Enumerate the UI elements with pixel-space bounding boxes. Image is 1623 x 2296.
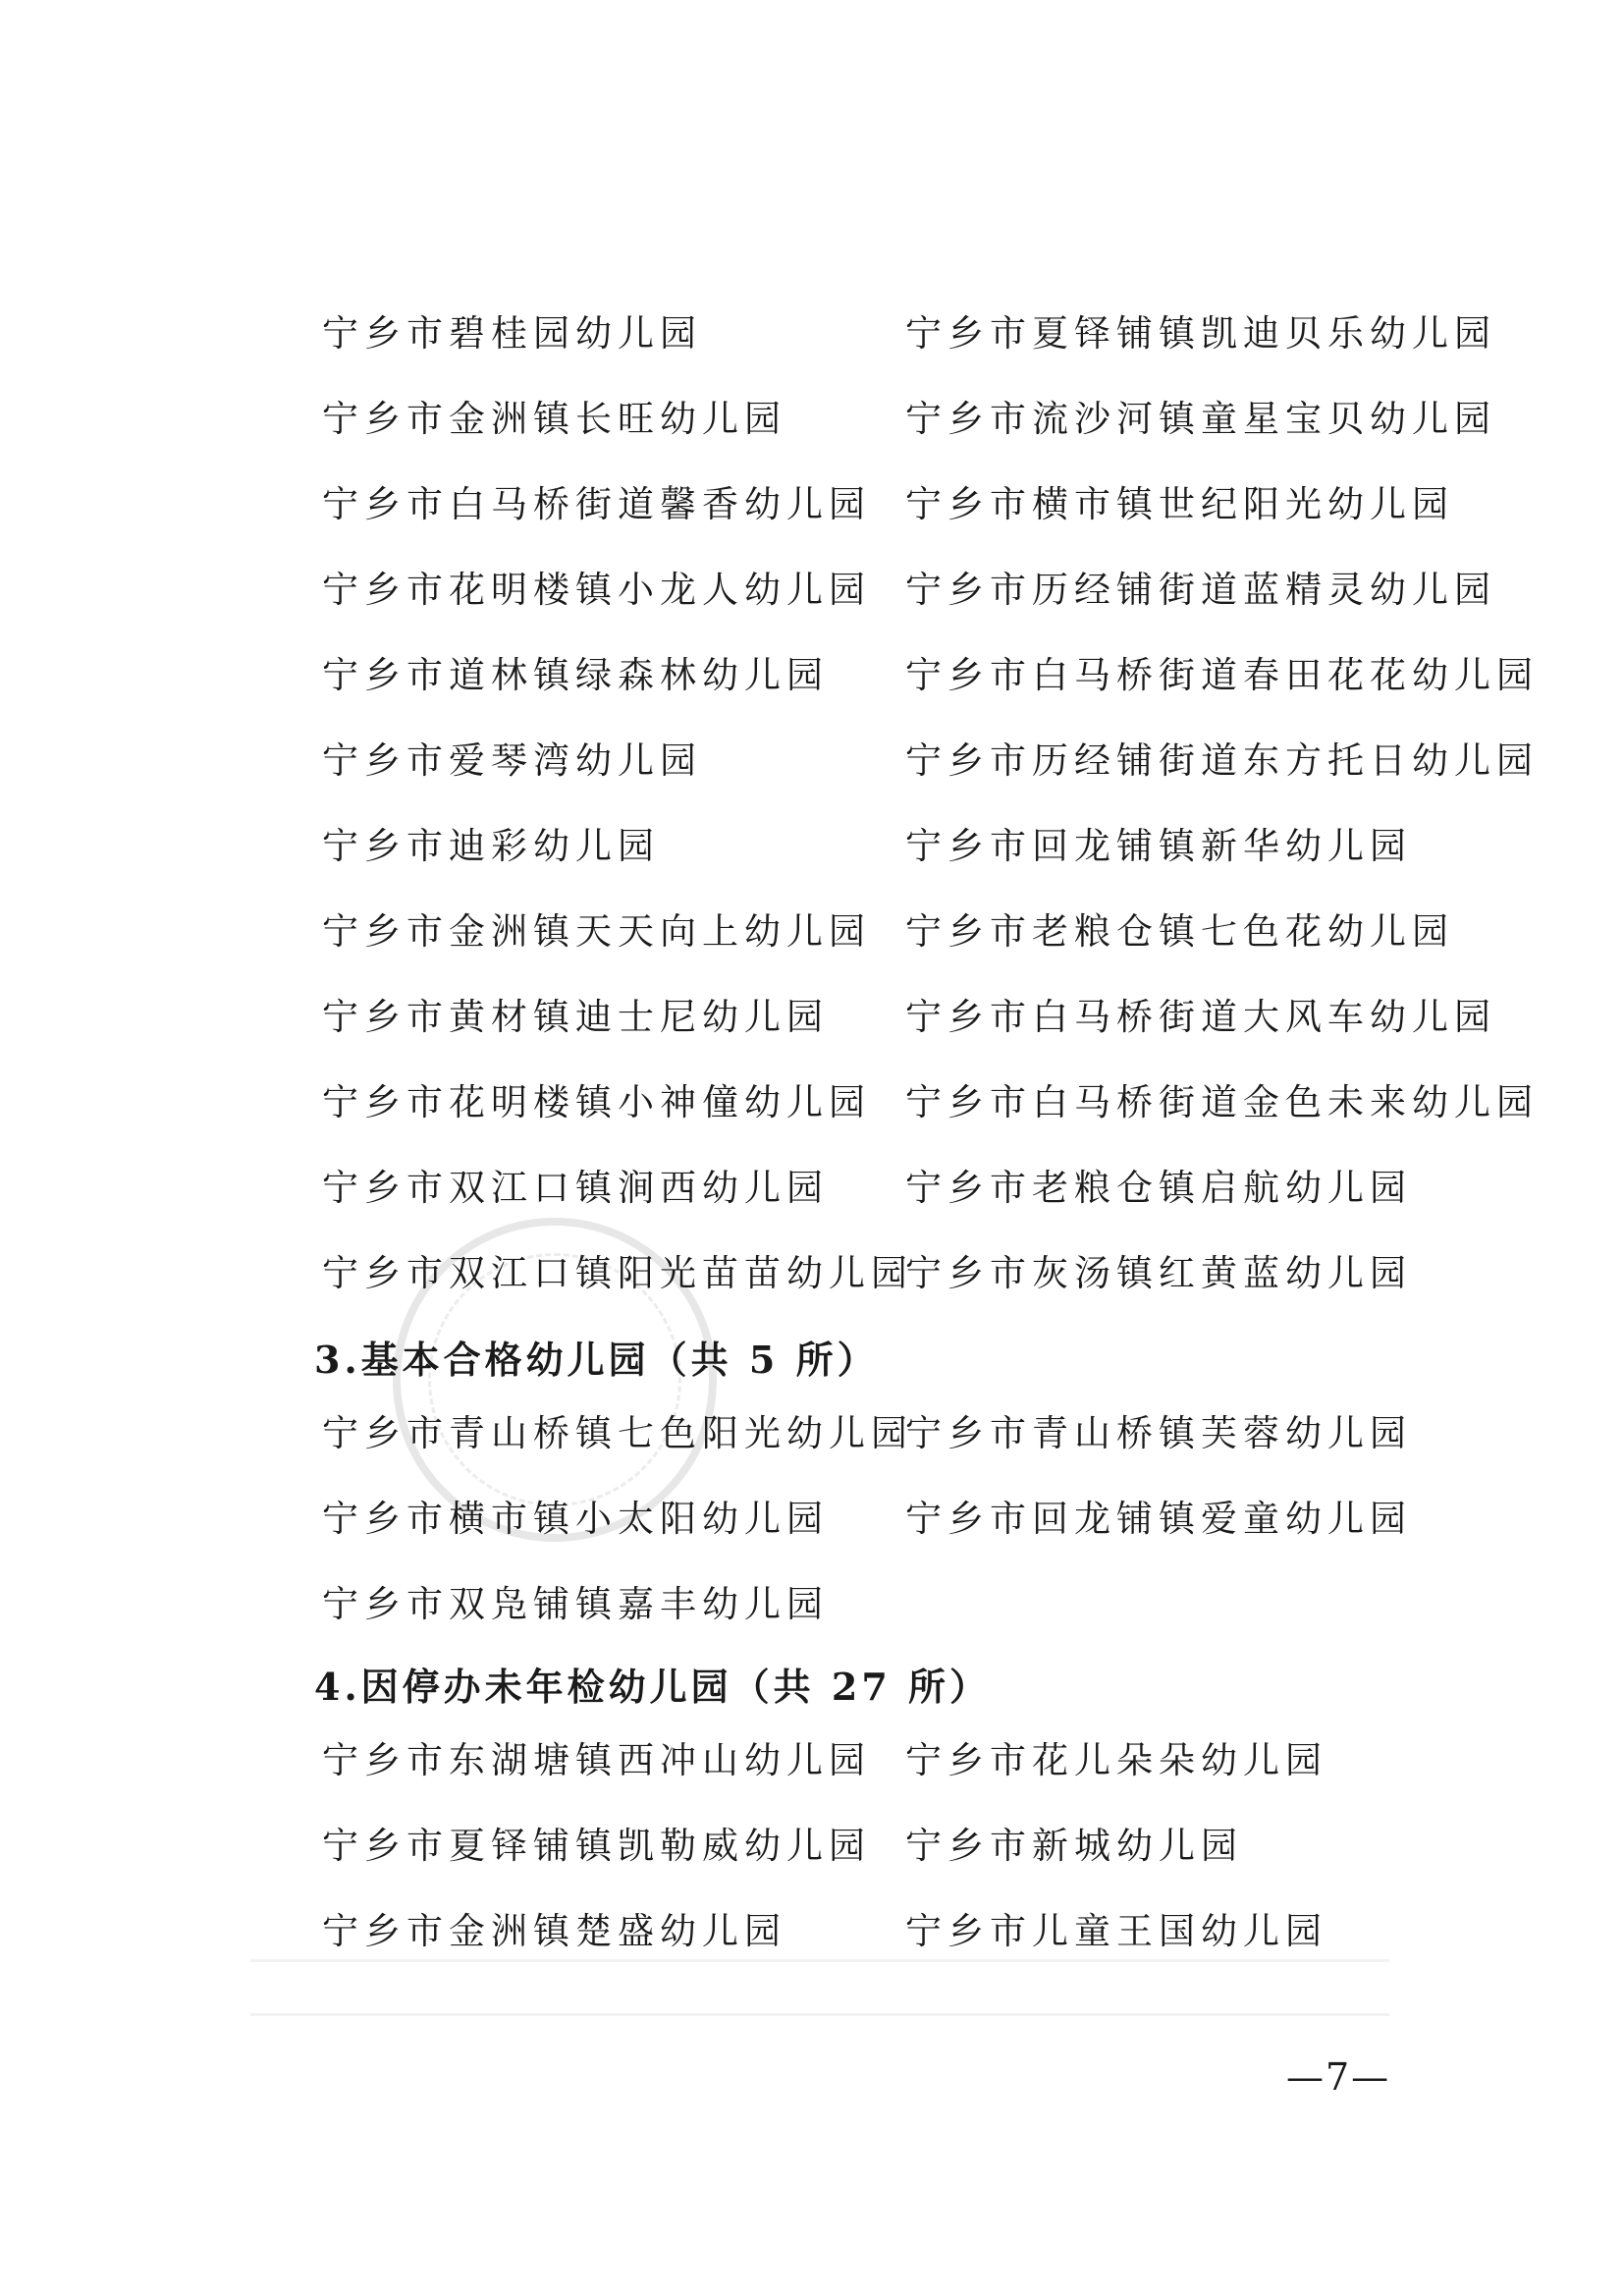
list-row [0, 817, 1623, 876]
list-row [0, 1575, 1623, 1634]
section-heading-basic-qualified: 3.基本合格幼儿园（共 5 所） [314, 1338, 879, 1382]
list-row [0, 561, 1623, 620]
kindergarten-name: 宁乡市白马桥街道金色未来幼儿园 [905, 1081, 1539, 1123]
list-row [0, 1244, 1623, 1303]
kindergarten-name: 宁乡市历经铺街道蓝精灵幼儿园 [905, 569, 1496, 611]
kindergarten-name: 宁乡市白马桥街道春田花花幼儿园 [905, 654, 1539, 696]
kindergarten-name: 宁乡市金洲镇楚盛幼儿园 [322, 1910, 786, 1952]
kindergarten-name: 宁乡市夏铎铺镇凯迪贝乐幼儿园 [905, 312, 1496, 355]
kindergarten-name: 宁乡市青山桥镇芙蓉幼儿园 [905, 1412, 1412, 1454]
kindergarten-name: 宁乡市双江口镇涧西幼儿园 [322, 1167, 829, 1209]
kindergarten-name: 宁乡市横市镇世纪阳光幼儿园 [905, 483, 1454, 525]
list-row [0, 732, 1623, 791]
kindergarten-name: 宁乡市青山桥镇七色阳光幼儿园 [322, 1412, 913, 1454]
kindergarten-name: 宁乡市灰汤镇红黄蓝幼儿园 [905, 1252, 1412, 1294]
kindergarten-name: 宁乡市双凫铺镇嘉丰幼儿园 [322, 1583, 829, 1625]
kindergarten-name: 宁乡市横市镇小太阳幼儿园 [322, 1498, 829, 1540]
kindergarten-name: 宁乡市历经铺街道东方托日幼儿园 [905, 739, 1539, 782]
list-row [0, 475, 1623, 534]
kindergarten-name: 宁乡市儿童王国幼儿园 [905, 1910, 1327, 1952]
kindergarten-name: 宁乡市老粮仓镇七色花幼儿园 [905, 910, 1454, 953]
kindergarten-name: 宁乡市流沙河镇童星宝贝幼儿园 [905, 398, 1496, 440]
list-row [0, 1902, 1623, 1961]
kindergarten-name: 宁乡市白马桥街道馨香幼儿园 [322, 483, 871, 525]
list-row [0, 1490, 1623, 1549]
kindergarten-name: 宁乡市东湖塘镇西冲山幼儿园 [322, 1739, 871, 1781]
kindergarten-name: 宁乡市新城幼儿园 [905, 1825, 1243, 1867]
list-row [0, 902, 1623, 961]
list-row [0, 390, 1623, 449]
kindergarten-name: 宁乡市黄材镇迪士尼幼儿园 [322, 996, 829, 1038]
kindergarten-name: 宁乡市白马桥街道大风车幼儿园 [905, 996, 1496, 1038]
kindergarten-name: 宁乡市金洲镇天天向上幼儿园 [322, 910, 871, 953]
kindergarten-name: 宁乡市迪彩幼儿园 [322, 825, 660, 867]
kindergarten-name: 宁乡市花明楼镇小神僮幼儿园 [322, 1081, 871, 1123]
kindergarten-name: 宁乡市金洲镇长旺幼儿园 [322, 398, 786, 440]
kindergarten-name: 宁乡市回龙铺镇新华幼儿园 [905, 825, 1412, 867]
kindergarten-name: 宁乡市夏铎铺镇凯勒威幼儿园 [322, 1825, 871, 1867]
page-number: —7— [1286, 2055, 1391, 2099]
kindergarten-name: 宁乡市道林镇绿森林幼儿园 [322, 654, 829, 696]
list-row [0, 1404, 1623, 1463]
kindergarten-name: 宁乡市爱琴湾幼儿园 [322, 739, 702, 782]
list-row [0, 988, 1623, 1047]
section-heading-suspended: 4.因停办未年检幼儿园（共 27 所） [314, 1665, 992, 1709]
list-row [0, 304, 1623, 363]
list-row [0, 1159, 1623, 1218]
kindergarten-name: 宁乡市老粮仓镇启航幼儿园 [905, 1167, 1412, 1209]
kindergarten-name: 宁乡市花明楼镇小龙人幼儿园 [322, 569, 871, 611]
list-row [0, 1073, 1623, 1132]
show-through-line [250, 2013, 1389, 2016]
kindergarten-name: 宁乡市回龙铺镇爱童幼儿园 [905, 1498, 1412, 1540]
kindergarten-name: 宁乡市花儿朵朵幼儿园 [905, 1739, 1327, 1781]
list-row [0, 1731, 1623, 1790]
list-row [0, 1817, 1623, 1876]
kindergarten-name: 宁乡市双江口镇阳光苗苗幼儿园 [322, 1252, 913, 1294]
list-row [0, 646, 1623, 705]
kindergarten-name: 宁乡市碧桂园幼儿园 [322, 312, 702, 355]
